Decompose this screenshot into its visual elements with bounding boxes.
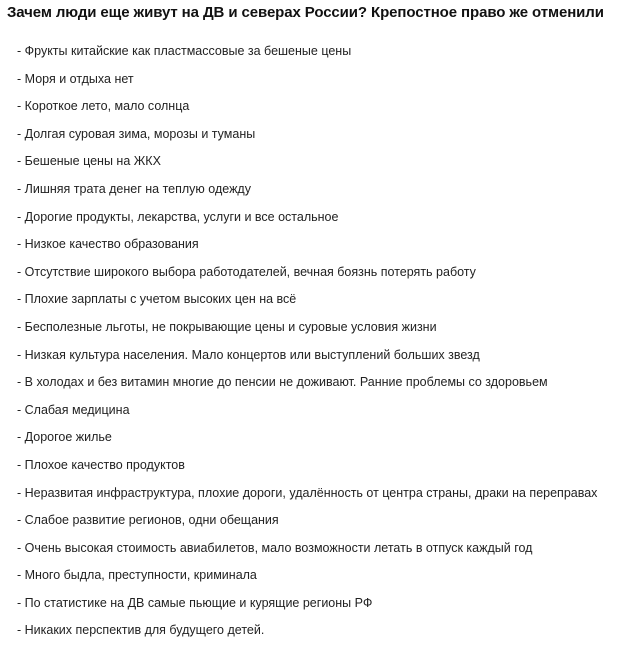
list-item: - Дорогое жилье [17, 430, 112, 445]
reasons-list [17, 41, 597, 648]
list-item: - Дорогие продукты, лекарства, услуги и все остальное [17, 209, 339, 224]
list-item: - Низкое качество образования [17, 237, 199, 252]
list-item: - Неразвитая инфраструктура, плохие дороги, удалённость от центра страны, драки на переправах [17, 485, 598, 500]
list-item: - Никаких перспектив для будущего детей. [17, 623, 265, 638]
list-item: - Моря и отдыха нет [17, 71, 134, 86]
list-item: - В холодах и без витамин многие до пенсии не доживают. Ранние проблемы со здоровьем [17, 375, 548, 390]
list-item: - Бешеные цены на ЖКХ [17, 154, 161, 169]
list-item: - Слабая медицина [17, 402, 130, 417]
list-item: - Плохое качество продуктов [17, 457, 185, 472]
list-item: - Очень высокая стоимость авиабилетов, мало возможности летать в отпуск каждый год [17, 540, 533, 555]
list-item: - Плохие зарплаты с учетом высоких цен на всё [17, 292, 297, 307]
list-item: - Отсутствие широкого выбора работодателей, вечная боязнь потерять работу [17, 264, 476, 279]
list-item: - Лишняя трата денег на теплую одежду [17, 181, 251, 196]
list-item: - Бесполезные льготы, не покрывающие цены и суровые условия жизни [17, 319, 437, 334]
list-item: - Низкая культура населения. Мало концертов или выступлений больших звезд [17, 347, 480, 362]
page-title: Зачем люди еще живут на ДВ и северах России? Крепостное право же отменили [7, 4, 604, 21]
list-item: - По статистике на ДВ самые пьющие и курящие регионы РФ [17, 595, 373, 610]
list-item: - Слабое развитие регионов, одни обещания [17, 513, 279, 528]
list-item: - Много быдла, преступности, криминала [17, 568, 257, 583]
list-item: - Короткое лето, мало солнца [17, 99, 190, 114]
list-item: - Долгая суровая зима, морозы и туманы [17, 126, 256, 141]
list-item: - Фрукты китайские как пластмассовые за бешеные цены [17, 44, 352, 58]
